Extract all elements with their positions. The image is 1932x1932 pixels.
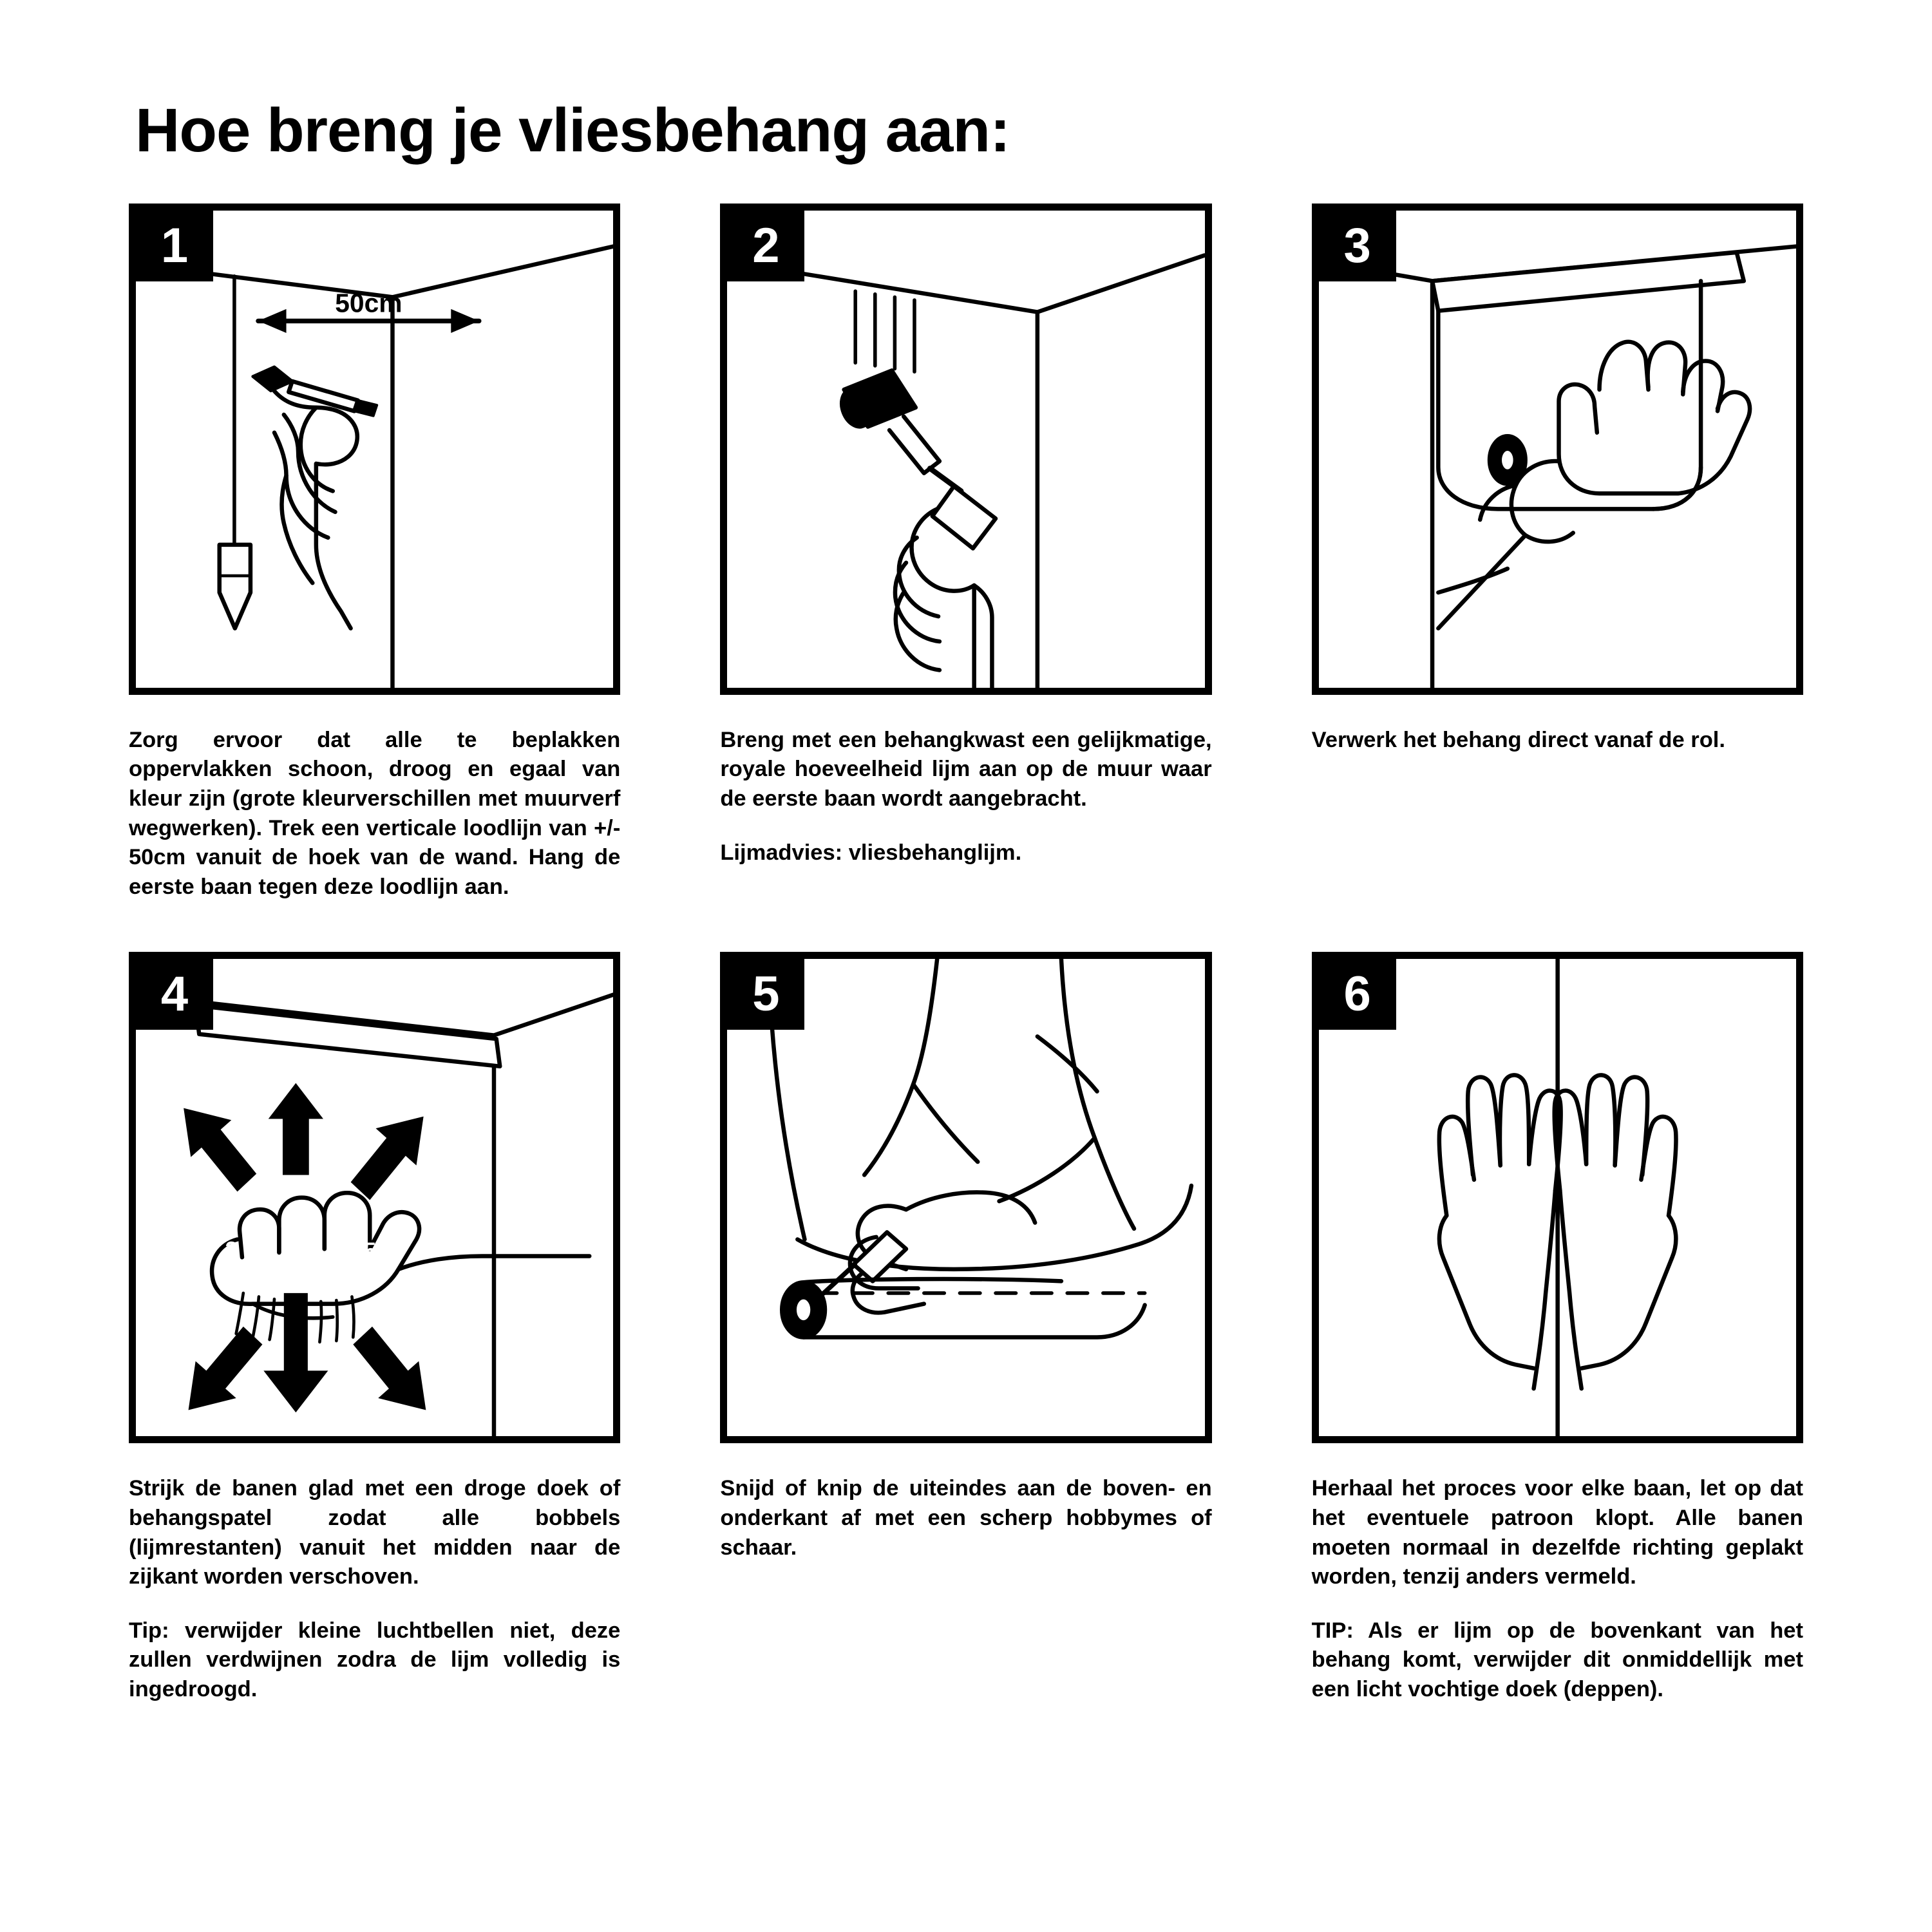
step-5 (720, 952, 1211, 1704)
step-4-paragraph-2: Tip: verwijder kleine luchtbellen niet, deze zullen verdwijnen zodra de lijm volledig is ingedroogd. (129, 1618, 621, 1701)
step-4-paragraph-1: Strijk de banen glad met een droge doek of behangspatel zodat alle bobbels (lijmrestanten) vanuit het midden naar de zijkant worden verschoven. (129, 1476, 621, 1589)
arrow-label-2: 2 (225, 1237, 238, 1263)
step-6-paragraph-1: Herhaal het proces voor elke baan, let op dat het eventuele patroon klopt. Alle banen moeten normaal in dezelfde richting geplakt worden, tenzij anders vermeld. (1311, 1476, 1803, 1589)
step-5-illustration (720, 952, 1211, 1443)
step-5-paragraph-1: Snijd of knip de uiteindes aan de boven- en onderkant af met een scherp hobbymes of schaar. (720, 1476, 1212, 1560)
step-3-illustration (1312, 204, 1803, 695)
step-3-caption (1312, 726, 1803, 755)
step-5-number: 5 (727, 959, 804, 1030)
step-4-caption (129, 1474, 620, 1704)
step-4-illustration (129, 952, 620, 1443)
hands-applying-wallpaper-from-roll-icon (1319, 211, 1796, 688)
step-6-number: 6 (1319, 959, 1396, 1030)
plumb-line-pencil-mark-on-wall-icon (136, 211, 613, 688)
step-3 (1312, 204, 1803, 902)
step-2-illustration (720, 204, 1211, 695)
step-3-number: 3 (1319, 211, 1396, 281)
step-4 (129, 952, 620, 1704)
arrow-label-5: 5 (363, 1238, 377, 1264)
step-2-paragraph-2: Lijmadvies: vliesbehanglijm. (720, 840, 1022, 865)
step-6-caption (1312, 1474, 1803, 1704)
hand-smoothing-wallpaper-arrows-icon (136, 959, 613, 1436)
steps-grid-row-1 (129, 204, 1803, 902)
arrow-label-3: 3 (237, 1367, 250, 1393)
page-title: Hoe breng je vliesbehang aan: (135, 96, 1010, 165)
arrow-label-1: 1 (287, 1242, 301, 1267)
step-6-paragraph-2: TIP: Als er lijm op de bovenkant van het behang komt, verwijder dit onmiddellijk met een licht vochtige doek (deppen). (1311, 1618, 1803, 1701)
step-5-caption (720, 1474, 1211, 1562)
hand-cutting-wallpaper-knife-icon (727, 959, 1204, 1436)
step-6 (1312, 952, 1803, 1704)
paint-roller-applying-glue-icon (727, 211, 1204, 688)
step-1-paragraph-1: Zorg ervoor dat alle te beplakken oppervlakken schoon, droog en egaal van kleur zijn (grote kleurverschillen met muurverf wegwerken). Trek een verticale loodlijn van +/- 50cm vanuit de hoek van de wand. Hang de eerste baan tegen deze loodlijn aan. (129, 727, 621, 899)
step-6-illustration (1312, 952, 1803, 1443)
step-2-number: 2 (727, 211, 804, 281)
step-2 (720, 204, 1211, 902)
step-2-paragraph-1: Breng met een behangkwast een gelijkmatige, royale hoeveelheid lijm aan op de muur waar de eerste baan wordt aangebracht. (720, 727, 1212, 811)
two-hands-pressing-seam-icon (1319, 959, 1796, 1436)
step-1-number: 1 (136, 211, 213, 281)
step-2-caption (720, 726, 1211, 867)
step-3-paragraph-1: Verwerk het behang direct vanaf de rol. (1311, 727, 1725, 752)
step-4-number: 4 (136, 959, 213, 1030)
step-1-illustration (129, 204, 620, 695)
arrow-label-4: 4 (366, 1370, 379, 1396)
step-1-caption (129, 726, 620, 902)
measurement-label: 50cm (335, 288, 402, 318)
step-1 (129, 204, 620, 902)
steps-grid-row-2 (129, 952, 1803, 1704)
